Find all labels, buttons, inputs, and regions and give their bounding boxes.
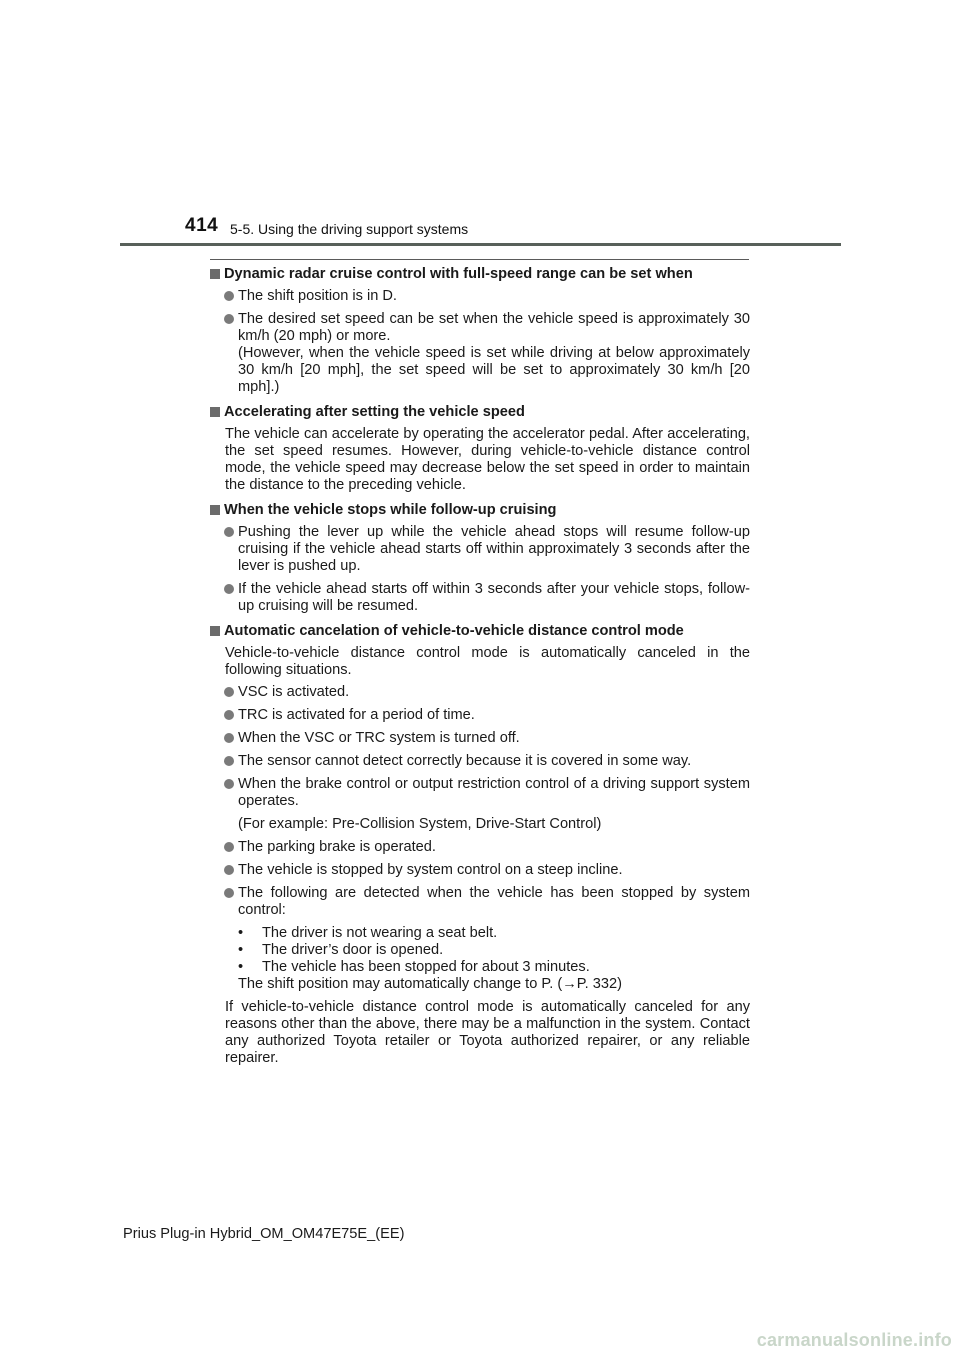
list-item-text: The parking brake is operated. — [238, 839, 436, 855]
list-item — [210, 862, 750, 879]
section-heading — [210, 623, 750, 640]
dot-icon: • — [238, 925, 244, 941]
paragraph: The vehicle can accelerate by operating the accelerator pedal. After accelerating, the set speed resumes. However, during vehicle-to-vehicle distance control mode, the vehicle speed may decrease below the set speed in order to maintain the distance to the preceding vehicle. — [225, 426, 750, 493]
section-heading — [210, 404, 750, 421]
footer-doc-id: Prius Plug-in Hybrid_OM_OM47E75E_(EE) — [123, 1226, 405, 1242]
header-rule — [120, 243, 841, 246]
list-item — [210, 311, 750, 345]
page-header — [0, 0, 960, 250]
circle-bullet-icon — [224, 291, 234, 301]
list-item-text: The sensor cannot detect correctly because it is covered in some way. — [238, 753, 692, 769]
dot-icon: • — [238, 959, 244, 975]
section-title: 5-5. Using the driving support systems — [230, 221, 469, 237]
sub-list-item — [238, 959, 750, 976]
circle-bullet-icon — [224, 527, 234, 537]
circle-bullet-icon — [224, 710, 234, 720]
circle-bullet-icon — [224, 865, 234, 875]
section-heading — [210, 266, 750, 283]
list-item-text: TRC is activated for a period of time. — [238, 707, 475, 723]
list-item — [210, 839, 750, 856]
sub-list-item — [238, 942, 750, 959]
closing-paragraph: If vehicle-to-vehicle distance control mode is automatically canceled for any reasons other than the above, there may be a malfunction in the system. Contact any authorized Toyota retailer or Toyota authorized repairer, or any reliable repairer. — [225, 999, 750, 1066]
list-item — [210, 684, 750, 701]
circle-bullet-icon — [224, 733, 234, 743]
square-bullet-icon — [210, 626, 220, 636]
list-item-text: VSC is activated. — [238, 684, 350, 700]
list-item-text: The following are detected when the vehicle has been stopped by system control: — [238, 885, 750, 918]
paragraph: Vehicle-to-vehicle distance control mode is automatically canceled in the following situations. — [225, 645, 750, 678]
list-item — [210, 288, 750, 305]
dot-icon: • — [238, 942, 244, 958]
circle-bullet-icon — [224, 842, 234, 852]
circle-bullet-icon — [224, 687, 234, 697]
list-item — [210, 524, 750, 575]
square-bullet-icon — [210, 407, 220, 417]
page-number: 414 — [185, 215, 219, 236]
list-item — [210, 776, 750, 810]
sub-list-note: The shift position may automatically change to P. (→P. 332) — [238, 976, 622, 992]
section-heading-text: Dynamic radar cruise control with full-speed range can be set when — [224, 266, 693, 282]
list-item-text: When the VSC or TRC system is turned off. — [238, 730, 520, 746]
list-item — [210, 753, 750, 770]
sub-list-item-text: The vehicle has been stopped for about 3 minutes. — [262, 959, 590, 975]
circle-bullet-icon — [224, 756, 234, 766]
list-item-text: When the brake control or output restriction control of a driving support system operates. — [238, 776, 750, 809]
list-item — [210, 707, 750, 724]
sub-list — [210, 925, 750, 993]
section-heading-text: Automatic cancelation of vehicle-to-vehicle distance control mode — [224, 623, 684, 639]
list-note: (However, when the vehicle speed is set while driving at below approximately 30 km/h [20 mph], the set speed will be set to approximately 30 km/h [20 mph].) — [238, 345, 750, 395]
list-item — [210, 581, 750, 615]
list-item-text: The vehicle is stopped by system control on a steep incline. — [238, 862, 623, 878]
circle-bullet-icon — [224, 314, 234, 324]
section-heading — [210, 502, 750, 519]
sub-list-item — [238, 925, 750, 942]
list-item-text: The desired set speed can be set when the vehicle speed is approximately 30 km/h (20 mph) or more. — [238, 311, 750, 344]
sub-list-item-text: The driver’s door is opened. — [262, 942, 444, 958]
sub-list-item-text: The driver is not wearing a seat belt. — [262, 925, 498, 941]
list-item — [210, 730, 750, 747]
list-item — [210, 885, 750, 919]
square-bullet-icon — [210, 269, 220, 279]
list-note: (For example: Pre-Collision System, Drive-Start Control) — [238, 816, 602, 832]
square-bullet-icon — [210, 505, 220, 515]
list-item-text: The shift position is in D. — [238, 288, 397, 304]
circle-bullet-icon — [224, 779, 234, 789]
list-item-text: Pushing the lever up while the vehicle ahead stops will resume follow-up cruising if the vehicle ahead starts off within approximately 3 seconds after the lever is pushed up. — [238, 524, 750, 574]
circle-bullet-icon — [224, 584, 234, 594]
content-body — [210, 266, 750, 1072]
list-item-text: If the vehicle ahead starts off within 3 seconds after your vehicle stops, follow-up cruising will be resumed. — [238, 581, 750, 614]
section-heading-text: Accelerating after setting the vehicle speed — [224, 404, 525, 420]
watermark: carmanualsonline.info — [756, 1330, 952, 1350]
content-top-rule — [210, 259, 749, 260]
section-heading-text: When the vehicle stops while follow-up cruising — [224, 502, 557, 518]
circle-bullet-icon — [224, 888, 234, 898]
